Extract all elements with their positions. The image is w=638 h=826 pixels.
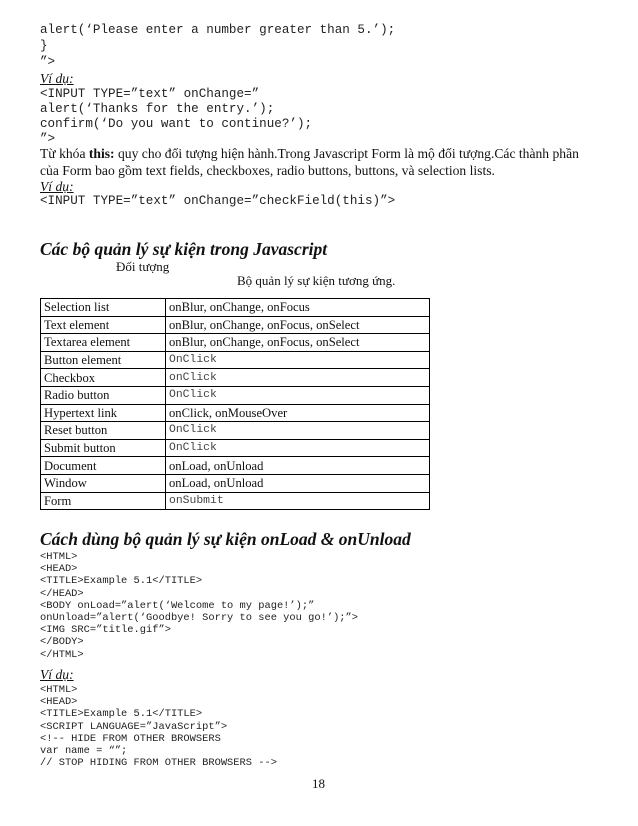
handler-cell: OnClick <box>166 351 430 369</box>
handler-cell: onBlur, onChange, onFocus, onSelect <box>166 334 430 352</box>
paragraph-text: quy cho đối tượng hiện hành.Trong Javascript Form là mộ đối tượng.Các thành phần của Form bao gồm text fields, checkboxes, radio buttons, buttons, và selection lists. <box>40 146 579 178</box>
table-row <box>41 404 430 422</box>
table-row <box>41 474 430 492</box>
code-line: <HTML> <box>40 551 78 563</box>
code-line: <INPUT TYPE=”text” onChange=” <box>40 87 260 101</box>
code-line: <TITLE>Example 5.1</TITLE> <box>40 708 203 721</box>
handler-cell: onBlur, onChange, onFocus, onSelect <box>166 316 430 334</box>
this-keyword-paragraph <box>40 145 588 179</box>
table-row <box>41 457 430 475</box>
code-line: </HTML> <box>40 648 84 661</box>
code-line: alert(‘Please enter a number greater than 5.’); <box>40 23 396 37</box>
code-line: <HTML> <box>40 684 78 696</box>
section-heading: Các bộ quản lý sự kiện trong Javascript <box>40 239 328 259</box>
code-line: // STOP HIDING FROM OTHER BROWSERS --> <box>40 757 277 770</box>
column-header-object: Đối tượng <box>116 259 170 274</box>
object-cell: Text element <box>41 316 166 334</box>
object-cell: Hypertext link <box>41 404 166 422</box>
code-line: onUnload=”alert(‘Goodbye! Sorry to see you go!’);”> <box>40 612 359 624</box>
object-cell: Checkbox <box>41 369 166 387</box>
handler-cell: onLoad, onUnload <box>166 474 430 492</box>
table-row <box>41 351 430 369</box>
column-header-handler: Bộ quản lý sự kiện tương ứng. <box>237 273 396 288</box>
code-line: confirm(‘Do you want to continue?’); <box>40 117 313 131</box>
table-row <box>41 299 430 317</box>
code-line: <!-- HIDE FROM OTHER BROWSERS <box>40 732 221 745</box>
table-row <box>41 492 430 510</box>
code-line: <BODY onLoad=”alert(‘Welcome to my page!’);” <box>40 599 315 612</box>
object-cell: Radio button <box>41 386 166 404</box>
code-line: <TITLE>Example 5.1</TITLE> <box>40 575 203 588</box>
code-line: alert(‘Thanks for the entry.’); <box>40 102 275 116</box>
code-line: <IMG SRC=”title.gif”> <box>40 624 171 637</box>
object-cell: Selection list <box>41 299 166 317</box>
code-line: <INPUT TYPE=”text” onChange=”checkField(this)”> <box>40 194 396 208</box>
code-line: <HEAD> <box>40 696 78 709</box>
example-label: Ví dụ: <box>40 179 74 194</box>
table-row <box>41 369 430 387</box>
code-line: var name = “”; <box>40 745 128 757</box>
object-cell: Form <box>41 492 166 510</box>
object-cell: Reset button <box>41 422 166 440</box>
handler-cell: OnClick <box>166 422 430 440</box>
object-cell: Document <box>41 457 166 475</box>
object-cell: Button element <box>41 351 166 369</box>
example-label: Ví dụ: <box>40 71 74 86</box>
paragraph-text: Từ khóa <box>40 146 89 161</box>
handler-cell: onClick <box>166 369 430 387</box>
code-line: ”> <box>40 132 56 146</box>
handler-cell: onLoad, onUnload <box>166 457 430 475</box>
code-line: </HEAD> <box>40 587 84 600</box>
handler-cell: onSubmit <box>166 492 430 510</box>
example-label: Ví dụ: <box>40 667 74 682</box>
code-line: <HEAD> <box>40 563 78 576</box>
table-row <box>41 334 430 352</box>
event-handler-table <box>40 298 430 510</box>
table-row <box>41 422 430 440</box>
page-number: 18 <box>312 776 325 791</box>
handler-cell: onClick, onMouseOver <box>166 404 430 422</box>
table-row <box>41 386 430 404</box>
table-row <box>41 439 430 457</box>
section-heading: Cách dùng bộ quản lý sự kiện onLoad & onUnload <box>40 529 411 549</box>
handler-cell: OnClick <box>166 386 430 404</box>
handler-cell: onBlur, onChange, onFocus <box>166 299 430 317</box>
code-line: </BODY> <box>40 636 84 649</box>
code-line: <SCRIPT LANGUAGE=”JavaScript”> <box>40 720 228 733</box>
code-line: ”> <box>40 55 56 69</box>
object-cell: Window <box>41 474 166 492</box>
handler-cell: OnClick <box>166 439 430 457</box>
keyword-this: this: <box>88 146 115 161</box>
object-cell: Textarea element <box>41 334 166 352</box>
table-row <box>41 316 430 334</box>
code-line: } <box>40 39 48 53</box>
object-cell: Submit button <box>41 439 166 457</box>
